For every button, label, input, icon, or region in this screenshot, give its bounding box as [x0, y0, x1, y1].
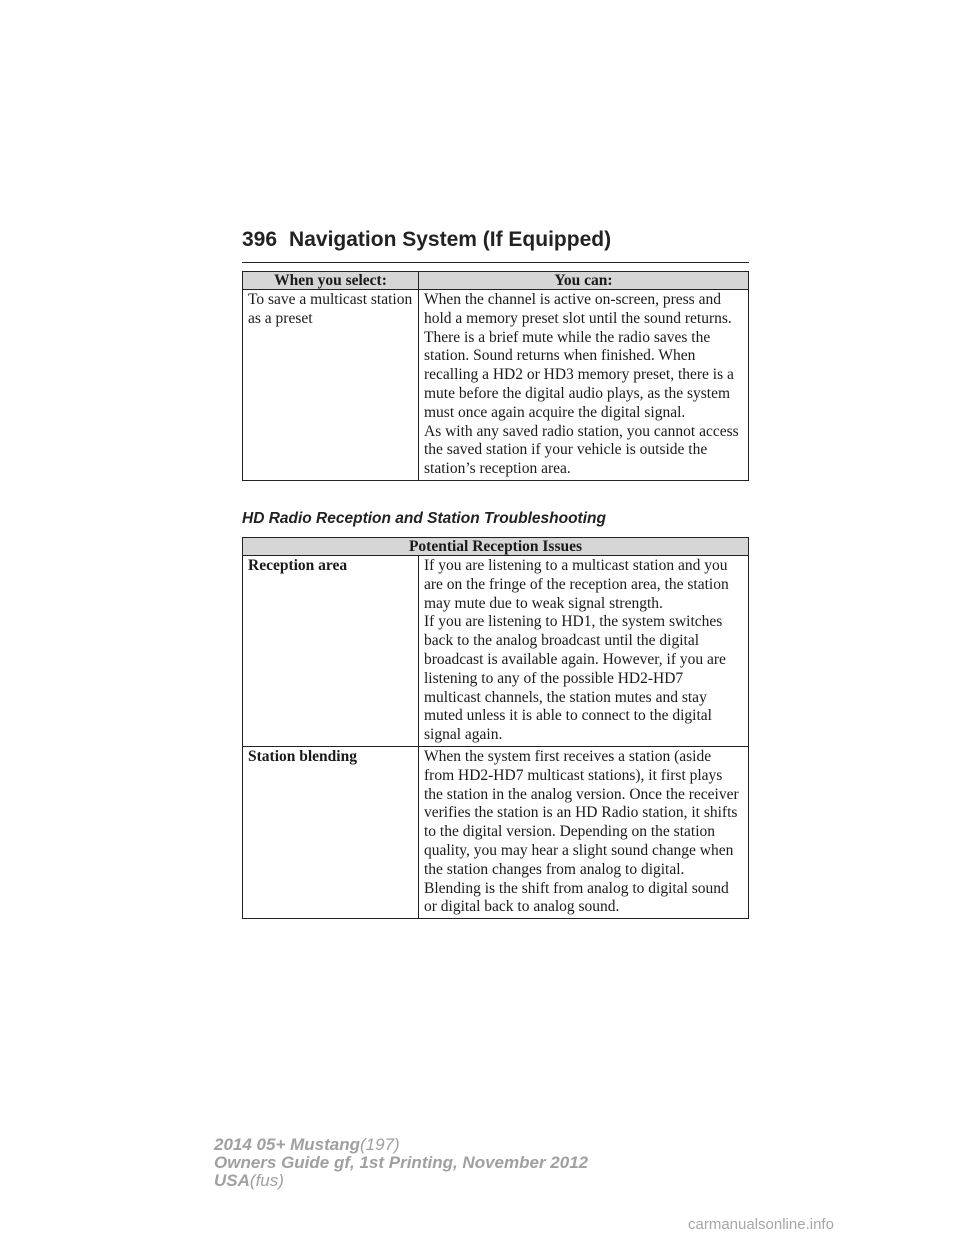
print-footer [214, 1136, 588, 1190]
column-header-select: When you select: [243, 272, 419, 290]
table-cell-can [419, 290, 749, 481]
footer-guide: Owners Guide gf, 1st Printing, November 2012 [214, 1153, 589, 1172]
section-title: Navigation System (If Equipped) [289, 228, 612, 251]
footer-market-code: (fus) [249, 1171, 284, 1190]
page-header [242, 228, 749, 263]
table-header-row [243, 272, 749, 290]
page-number: 396 [242, 228, 278, 251]
cell-paragraph: When the system first receives a station (aside from HD2-HD7 multicast stations), it first plays the station in the analog version. Once the receiver verifies the station is an HD Radio station, it shifts to the digital version. Depending on the station quality, you may hear a slight sound change when the station changes from analog to digital. Blending is the shift from analog to digital sound or digital back to analog sound. [424, 747, 739, 916]
table-row [243, 290, 749, 481]
footer-market: USA [214, 1171, 250, 1190]
footer-line-1 [214, 1136, 588, 1154]
watermark: carmanualsonline.info [688, 1216, 834, 1233]
footer-line-3 [214, 1172, 588, 1190]
table-header-row [243, 538, 749, 556]
footer-model-code: (197) [360, 1135, 400, 1154]
cell-paragraph: If you are listening to a multicast station and you are on the fringe of the reception area, the station may mute due to weak signal strength. [424, 557, 729, 612]
cell-paragraph: If you are listening to HD1, the system switches back to the analog broadcast until the digital broadcast is available again. However, if you are listening to any of the possible HD2-HD7 multicast channels, the station mutes and stay muted unless it is able to connect to the digital signal again. [424, 613, 726, 744]
table-row [243, 746, 749, 918]
cell-paragraph: As with any saved radio station, you cannot access the saved station if your vehicle is outside the station’s reception area. [424, 422, 739, 478]
selection-table [242, 271, 749, 481]
table-cell-select: To save a multicast station as a preset [243, 290, 419, 481]
column-header-can: You can: [419, 272, 749, 290]
table-header: Potential Reception Issues [243, 538, 749, 556]
issue-description [419, 556, 749, 747]
issue-description [419, 746, 749, 918]
subheading: HD Radio Reception and Station Troubleshooting [242, 510, 606, 527]
issue-label: Station blending [243, 746, 419, 918]
reception-issues-table [242, 537, 749, 919]
footer-model: 2014 05+ Mustang [214, 1135, 360, 1154]
cell-paragraph: When the channel is active on-screen, press and hold a memory preset slot until the sound returns. There is a brief mute while the radio saves the station. Sound returns when finished. When recalling a HD2 or HD3 memory preset, there is a mute before the digital audio plays, as the system must once again acquire the digital signal. [424, 291, 734, 421]
issue-label: Reception area [243, 556, 419, 747]
table-row [243, 556, 749, 747]
